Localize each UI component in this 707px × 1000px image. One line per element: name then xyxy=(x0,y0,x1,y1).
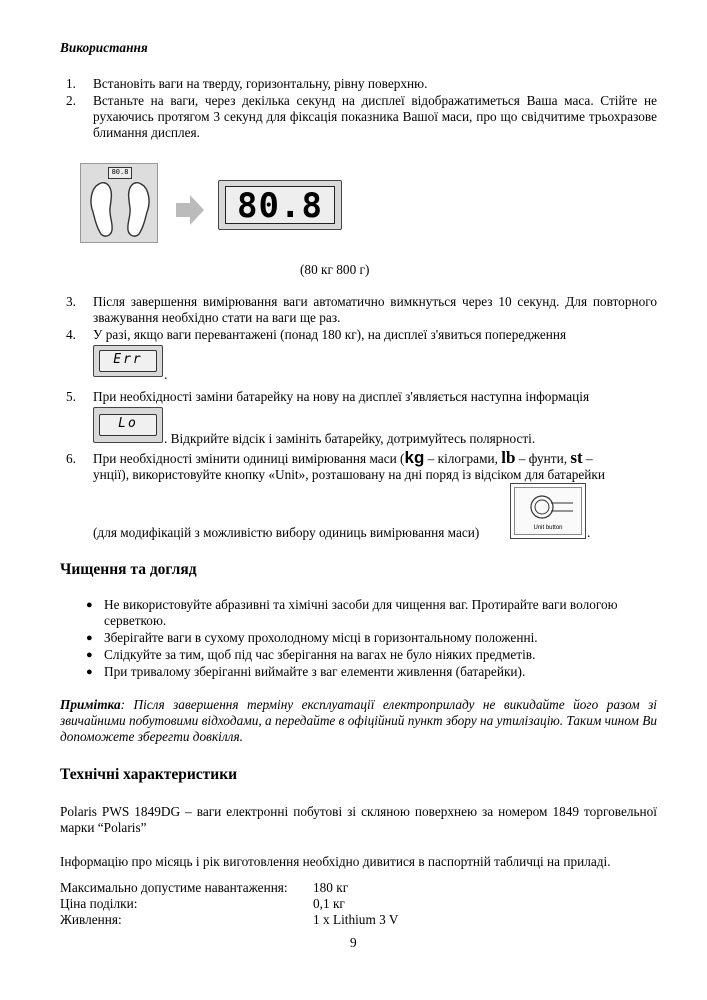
bullet-icon: ● xyxy=(86,666,93,678)
cleaning-bullet-2: Зберігайте ваги в сухому прохолодному місці в горизонтальному положенні. xyxy=(104,630,538,645)
usage-item-6-line2: унції), використовуйте кнопку «Unit», розташовану на дні поряд із відсіком для батарейки xyxy=(93,467,605,482)
cleaning-heading: Чищення та догляд xyxy=(60,561,197,578)
usage-item-6-line3: (для модифікацій з можливістю вибору одиниць вимірювання маси) xyxy=(93,525,480,540)
specs-info: Інформацію про місяць і рік виготовлення необхідно дивитися в паспортній табличці на приладі. xyxy=(60,854,611,869)
item-5-after: . Відкрийте відсік і замініть батарейку, дотримуйтесь полярності. xyxy=(164,431,536,446)
unit-button-panel xyxy=(514,487,582,535)
scale-illustration xyxy=(80,163,158,243)
item-6-text-1: При необхідності змінити одиниці вимірювання маси ( xyxy=(93,451,405,466)
spec-value: 1 x Lithium 3 V xyxy=(313,912,399,927)
list-number: 4. xyxy=(66,327,76,342)
usage-item-2: Встаньте на ваги, через декілька секунд на дисплеї відображатиметься Ваша маса. Стійте не рухаючись протягом 3 секунд для фіксація показника Вашої маси, про що свідчитиме трьохразове блимання дисплея. xyxy=(93,93,657,140)
scale-small-display: 80.8 xyxy=(108,167,132,179)
page-number: 9 xyxy=(350,935,357,950)
large-display xyxy=(218,180,342,230)
unit-st: st xyxy=(570,448,583,467)
item-4-end: . xyxy=(164,367,168,382)
usage-heading: Використання xyxy=(60,40,148,55)
unit-button-illustration xyxy=(510,483,586,539)
note-label: Примітка xyxy=(60,697,121,712)
large-display-value: 80.8 xyxy=(225,186,335,224)
spec-value: 0,1 кг xyxy=(313,896,345,911)
unit-button-icon xyxy=(529,494,573,520)
list-number: 5. xyxy=(66,389,76,404)
item-6-text-3: – фунти, xyxy=(515,451,571,466)
note-paragraph xyxy=(60,697,657,745)
figure-caption: (80 кг 800 г) xyxy=(300,262,370,277)
list-number: 3. xyxy=(66,294,76,309)
err-display xyxy=(93,345,163,377)
cleaning-bullet-1: Не використовуйте абразивні та хімічні засоби для чищення ваг. Протирайте ваги вологою серветкою. xyxy=(104,597,618,628)
cleaning-bullet-4: При тривалому зберіганні виймайте з ваг елементи живлення (батарейки). xyxy=(104,664,526,679)
lo-display-text: Lo xyxy=(99,414,157,436)
specs-heading: Технічні характеристики xyxy=(60,766,238,783)
specs-intro: Polaris PWS 1849DG – ваги електронні побутові зі скляною поверхнею за номером 1849 торговельної марки “Polaris” xyxy=(60,804,657,835)
list-number: 6. xyxy=(66,451,76,466)
bullet-icon: ● xyxy=(86,632,93,644)
item-6-text-4: – xyxy=(582,451,593,466)
usage-item-6-line1 xyxy=(93,449,657,468)
spec-label: Ціна поділки: xyxy=(60,896,138,911)
bullet-icon: ● xyxy=(86,599,93,611)
usage-item-5: При необхідності заміни батарейку на нову на дисплеї з'являється наступна інформація xyxy=(93,389,590,404)
item-6-text-2: – кілограми, xyxy=(424,451,502,466)
bullet-icon: ● xyxy=(86,649,93,661)
spec-label: Максимально допустиме навантаження: xyxy=(60,880,288,895)
unit-button-label: Unit button xyxy=(533,525,563,531)
usage-item-4: У разі, якщо ваги перевантажені (понад 180 кг), на дисплеї з'явиться попередження xyxy=(93,327,567,342)
cleaning-bullet-3: Слідкуйте за тим, щоб під час зберігання на вагах не було ніяких предметів. xyxy=(104,647,536,662)
arrow-right-icon xyxy=(176,195,204,225)
spec-label: Живлення: xyxy=(60,912,122,927)
unit-lb: lb xyxy=(501,448,516,467)
list-number: 2. xyxy=(66,93,76,108)
usage-item-1: Встановіть ваги на тверду, горизонтальну, рівну поверхню. xyxy=(93,76,428,91)
err-display-text: Err xyxy=(99,350,157,372)
spec-value: 180 кг xyxy=(313,880,349,895)
lo-display xyxy=(93,407,163,443)
usage-item-3: Після завершення вимірювання ваги автоматично вимкнуться через 10 секунд. Для повторного зважування необхідно стати на ваги ще раз. xyxy=(93,294,657,325)
item-6-end: . xyxy=(587,525,591,540)
note-text: : Після завершення терміну експлуатації електроприладу не викидайте його разом зі звичайними побутовими відходами, а передайте в офіційний пункт збору на утилізацію. Таким чином Ви допоможете зберегти довкілля. xyxy=(60,697,657,744)
unit-kg: kg xyxy=(404,448,425,467)
footprints-icon xyxy=(85,178,155,240)
list-number: 1. xyxy=(66,76,76,91)
